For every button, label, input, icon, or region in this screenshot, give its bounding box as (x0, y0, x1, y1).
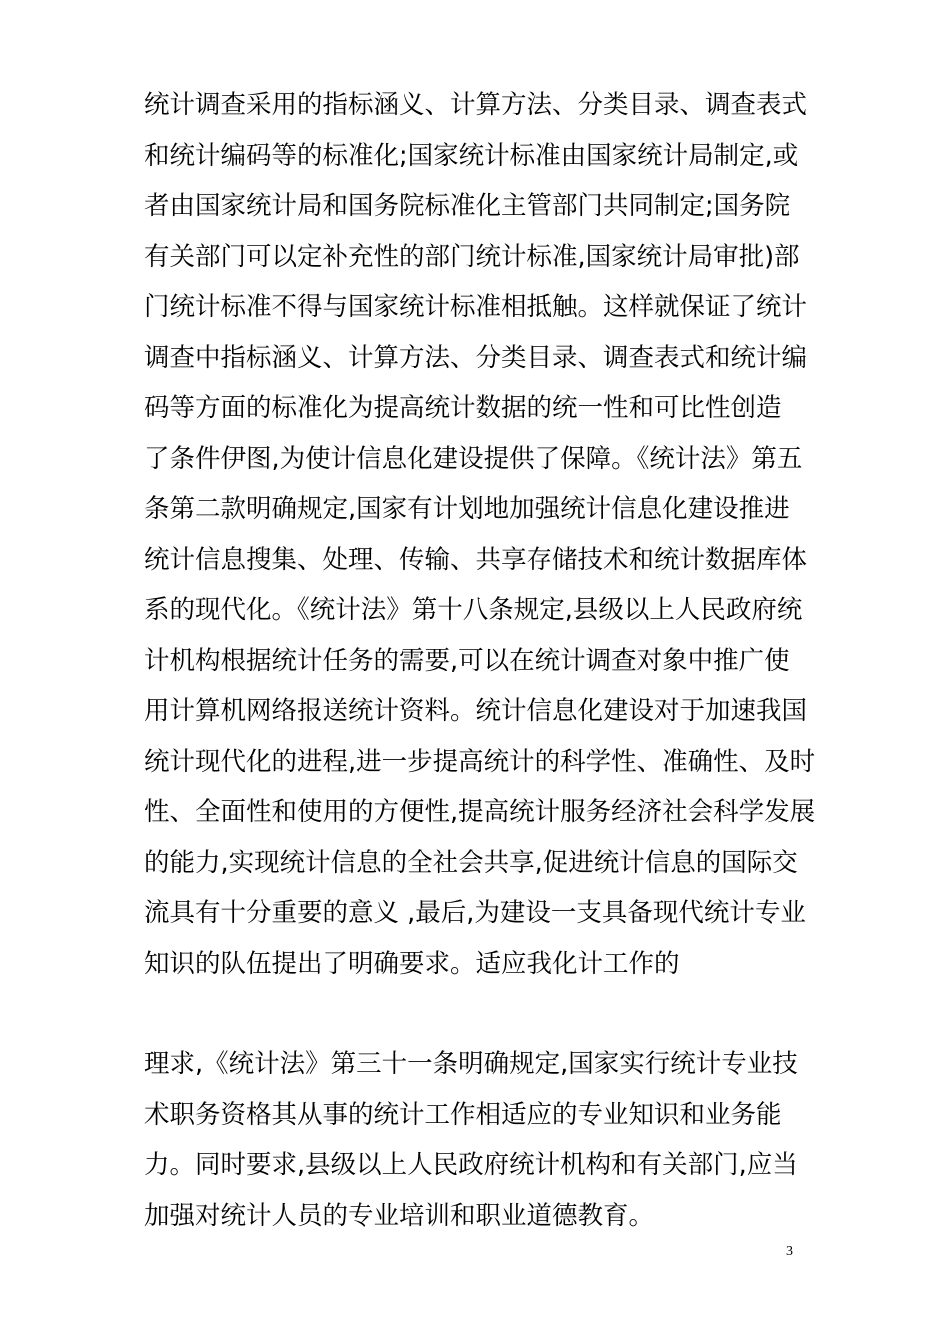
text-line: 理求,《统计法》第三十一条明确规定,国家实行统计专业技 (144, 1049, 798, 1079)
text-line: 知识的队伍提出了明确要求。适应我化计工作的 (144, 949, 680, 979)
text-line: 性、全面性和使用的方便性,提高统计服务经济社会科学发展 (144, 797, 816, 827)
text-line: 调查中指标涵义、计算方法、分类目录、调查表式和统计编 (144, 343, 808, 373)
text-line: 流具有十分重要的意义 ,最后,为建设一支具备现代统计专业 (144, 898, 806, 928)
text-line: 加强对统计人员的专业培训和职业道德教育。 (144, 1201, 655, 1231)
text-line: 计机构根据统计任务的需要,可以在统计调查对象中推广使 (144, 646, 790, 676)
text-line: 力。同时要求,县级以上人民政府统计机构和有关部门,应当 (144, 1150, 798, 1180)
text-line: 条第二款明确规定,国家有计划地加强统计信息化建设推进 (144, 494, 790, 524)
text-line: 的能力,实现统计信息的全社会共享,促进统计信息的国际交 (144, 848, 798, 878)
text-line: 用计算机网络报送统计资料。统计信息化建设对于加速我国 (144, 696, 808, 726)
text-line: 统计现代化的进程,进一步提高统计的科学性、准确性、及时 (144, 747, 816, 777)
text-line: 统计信息搜集、处理、传输、共享存储技术和统计数据库体 (144, 545, 808, 575)
text-line: 门统计标准不得与国家统计标准相抵触。这样就保证了统计 (144, 292, 808, 322)
text-line: 有关部门可以定补充性的部门统计标准,国家统计局审批)部 (144, 242, 800, 272)
text-line: 统计调查采用的指标涵义、计算方法、分类目录、调查表式 (144, 90, 808, 120)
text-line: 术职务资格其从事的统计工作相适应的专业知识和业务能 (144, 1100, 782, 1130)
page-number: 3 (786, 1244, 793, 1259)
text-line: 了条件伊图,为使计信息化建设提供了保障。《统计法》第五 (144, 444, 803, 474)
text-line: 者由国家统计局和国务院标准化主管部门共同制定;国务院 (144, 191, 791, 221)
text-line: 码等方面的标准化为提高统计数据的统一性和可比性创造 (144, 393, 782, 423)
text-line: 和统计编码等的标准化;国家统计标准由国家统计局制定,或 (144, 141, 799, 171)
text-line: 系的现代化。《统计法》第十八条规定,县级以上人民政府统 (144, 595, 803, 625)
